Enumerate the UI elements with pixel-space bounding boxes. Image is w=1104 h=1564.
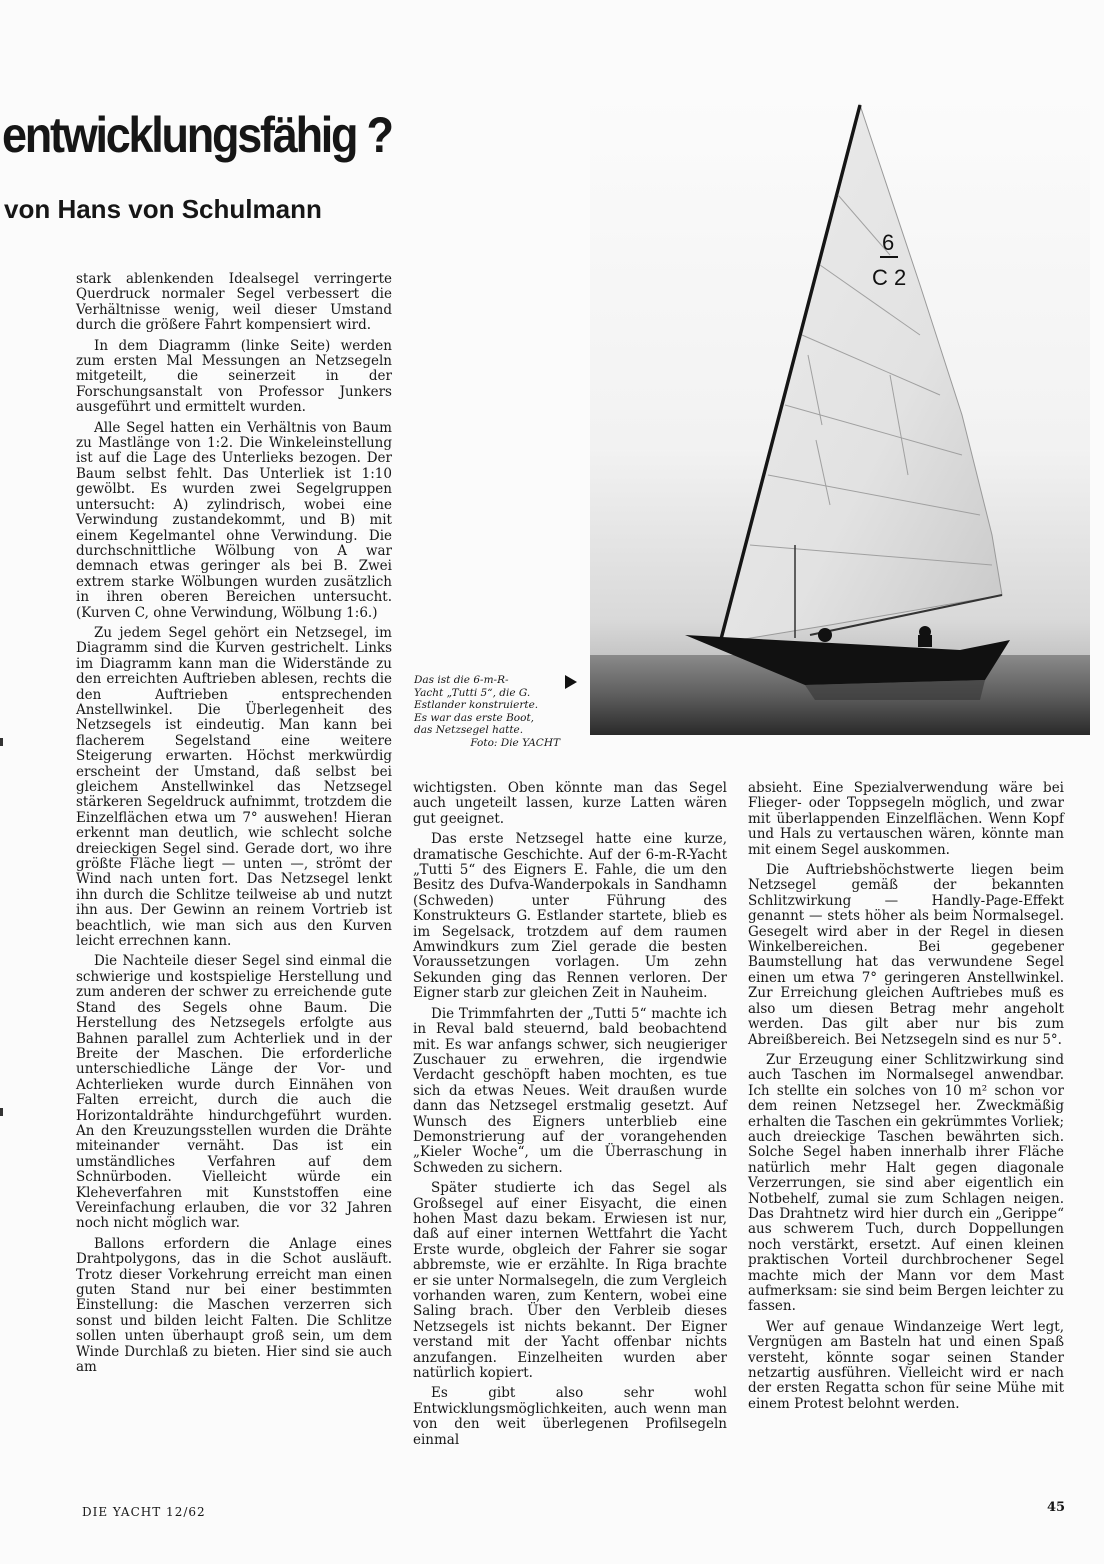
article-author: von Hans von Schulmann [4,194,322,224]
paragraph: Das erste Netzsegel hatte eine kurze, dramatische Geschichte. Auf der 6-m-R-Yacht „Tutti 5“ des Eigners E. Fahle, die um den Besitz des Dufva-Wanderpokals in Sandhamn (Schweden) unter Führung des Konstrukteurs G. Estlander startete, blieb es im Segelsack, trotzdem auf dem raumen Amwindkurs zum Ziel gerade die besten Voraussetzungen vorlagen. Um zehn Sekunden ging das Rennen verloren. Der Eigner starb zur gleichen Zeit in Nauheim. [413,831,727,1002]
photo-credit: Foto: Die YACHT [470,736,560,749]
caption-line: Yacht „Tutti 5“, die G. [414,686,531,699]
arrow-right-icon [565,675,577,689]
paragraph: stark ablenkenden Idealsegel verringerte Querdruck normaler Segel verbessert die Verhältnisse wenig, weil dieser Umstand durch die größere Fahrt kompensiert wird. [76,271,392,334]
sailboat-photo [590,95,1090,735]
paragraph: Später studierte ich das Segel als Großsegel auf einer Eisyacht, die einen hohen Mast dazu bekam. Erwiesen ist nur, daß auf einer internen Wettfahrt die Yacht Erste wurde, obgleich der Fahrer sie sogar abbremste, wie er erzählte. In Riga brachte er sie unter Normalsegeln, die zum Vergleich vorhanden waren, zum Kentern, wobei eine Saling brach. Über den Verbleib dieses Netzsegels ist nichts bekannt. Der Eigner verstand mit der Yacht offenbar nichts anzufangen. Einzelheiten wurden aber natürlich kopiert. [413,1180,727,1382]
paragraph: absieht. Eine Spezialverwendung wäre bei Flieger- oder Toppsegeln möglich, und zwar mit überlappenden Einzelflächen. Wenn Kopf und Hals zu vertauschen wären, könnte man mit einem Segel auskommen. [748,780,1064,858]
paragraph: wichtigsten. Oben könnte man das Segel auch ungeteilt lassen, kurze Latten wären gut geeignet. [413,780,727,827]
paragraph: Die Auftriebshöchstwerte liegen beim Netzsegel gemäß der bekannten Schlitzwirkung — Handly-Page-Effekt genannt — stets höher als beim Normalsegel. Gesegelt wird aber in der Regel in diesen Winkelbereichen. Bei gegebener Baumstellung hat das verwundene Segel einen um etwa 7° geringeren Anstellwinkel. Zur Erreichung gleichen Auftriebes muß es also um diesen Betrag mehr angeholt werden. Das gilt aber nur bis zum Abreißbereich. Bei Netzsegeln sind es nur 5°. [748,862,1064,1048]
scan-edge-mark [0,738,3,746]
paragraph: In dem Diagramm (linke Seite) werden zum ersten Mal Messungen an Netzsegeln mitgeteilt, die seinerzeit in der Forschungsanstalt von Professor Junkers ausgeführt und ermittelt wurden. [76,337,392,416]
article-title: entwicklungsfähig ? [2,107,392,163]
photo-caption [414,674,560,750]
paragraph: Es gibt also sehr wohl Entwicklungsmöglichkeiten, auch wenn man von den weit überlegenen Profilsegeln einmal [413,1385,727,1448]
paragraph: Die Nachteile dieser Segel sind einmal die schwierige und kostspielige Herstellung und zum anderen der schwer zu erreichende gute Stand des Segels ohne Baum. Die Herstellung des Netzsegels erfolgte aus Bahnen parallel zum Achterliek und in der Breite der Maschen. Die erforderliche unterschiedliche Länge der Vor- und Achterlieken wurde durch Einnähen von Falten erreicht, durch die auch die Horizontaldrähte hindurchgeführt wurden. An den Kreuzungsstellen wurden die Drähte miteinander vernäht. Das ist ein umständliches Verfahren auf dem Schnürboden. Vielleicht würde ein Kleheverfahren mit Kunststoffen eine Vereinfachung erlauben, die vor 32 Jahren noch nicht möglich war. [76,953,392,1232]
column-2 [413,781,727,1453]
page-number: 45 [1047,1500,1066,1515]
column-1 [76,272,392,1380]
paragraph: Alle Segel hatten ein Verhältnis von Baum zu Mastlänge von 1:2. Die Winkeleinstellung ist auf die Lage des Unterlieks bezogen. Der Baum selbst fehlt. Das Unterliek ist 1:10 gewölbt. Es wurden zwei Segelgruppen untersucht: A) zylindrisch, wobei eine Verwindung zustandekommt, und B) mit einem Kegelmantel ohne Verwindung. Die durchschnittliche Wölbung von A war demnach etwas geringer als bei B. Zwei extrem starke Wölbungen wurden zusätzlich in ihren oberen Bereichen untersucht. (Kurven C, ohne Verwindung, Wölbung 1:6.) [76,419,392,621]
paragraph: Die Trimmfahrten der „Tutti 5“ machte ich in Reval bald steuernd, bald beobachtend mit. Es war anfangs schwer, sich neugieriger Zuschauer zu erwehren, die irgendwie Verdacht geschöpft haben mochten, es tue sich da etwas Neues. Weit draußen wurde dann das Netzsegel erstmalig gesetzt. Auf Wunsch des Eigners unterblieb eine Demonstrierung auf der vorangehenden „Kieler Woche“, um die Überraschung in Schweden zu sichern. [413,1005,727,1176]
column-3 [748,781,1064,1417]
caption-line: das Netzsegel hatte. [414,724,524,737]
svg-text:6: 6 [882,230,895,255]
svg-text:C 2: C 2 [872,265,907,290]
magazine-issue-footer: DIE YACHT 12/62 [82,1505,206,1519]
paragraph: Zur Erzeugung einer Schlitzwirkung sind auch Taschen im Normalsegel anwendbar. Ich stellte ein solches von 10 m² schon vor dem reinen Netzsegel her. Zweckmäßig erhalten die Taschen ein gekrümmtes Vorliek; auch dreieckige Taschen bewährten sich. Solche Segel haben innerhalb ihrer Fläche natürlich mehr Halt gegen diagonale Verzerrungen, sie sind aber eigentlich ein Notbehelf, zumal sie zum Schlagen neigen. Das Drahtnetz wird hier durch ein „Gerippe“ aus schwerem Tuch, durch Doppellungen noch verstärkt, ersetzt. Auf einen kleinen praktischen Vorteil durchbrochener Segel machte mich der Mann vor dem Mast aufmerksam: sie sind beim Bergen leichter zu fassen. [748,1051,1064,1315]
caption-line: Das ist die 6-m-R- [414,674,509,686]
caption-line: Es war das erste Boot, [414,711,535,724]
paragraph: Zu jedem Segel gehört ein Netzsegel, im Diagramm sind die Kurven gestrichelt. Links im Diagramm kann man die Widerstände zu den erreichten Auftrieben ablesen, rechts die den Auftrieben entsprechenden Anstellwinkel. Die Überlegenheit des Netzsegels ist eindeutig. Man kann bei flacherem Segelstand eine weitere Steigerung erwarten. Höchst merkwürdig erscheint der Umstand, daß selbst bei gleichem Anstellwinkel das Netzsegel stärkeren Segeldruck aufnimmt, trotzdem die Einzelflächen etwa um 7° auswehen! Hieran erkennt man deutlich, wie schlecht solche dreieckigen Segel sind. Gerade dort, wo ihre größte Fläche liegt — unten —, strömt der Wind nach unten fort. Das Netzsegel lenkt ihn durch die Schlitze teilweise ab und nutzt ihn aus. Der Gewinn an reinem Vortrieb ist beachtlich, wie man sich aus den Kurven leicht errechnen kann. [76,624,392,950]
caption-line: Estlander konstruierte. [414,699,539,712]
scan-edge-mark [0,1108,3,1116]
paragraph: Ballons erfordern die Anlage eines Drahtpolygons, das in die Schot ausläuft. Trotz dieser Vorkehrung erreicht man einen guten Stand nur bei einer bestimmten Einstellung: die Maschen verzerren sich sonst und bilden leicht Falten. Die Schlitze sollen unten überhaupt groß sein, um dem Winde Durchlaß zu bieten. Hier sind sie auch am [76,1235,392,1376]
paragraph: Wer auf genaue Windanzeige Wert legt, Vergnügen am Basteln hat und einen Spaß versteht, könnte sogar seinen Stander netzartig ausführen. Vielleicht wird er nach der ersten Regatta schon für seine Mühe mit einem Protest belohnt werden. [748,1318,1064,1412]
